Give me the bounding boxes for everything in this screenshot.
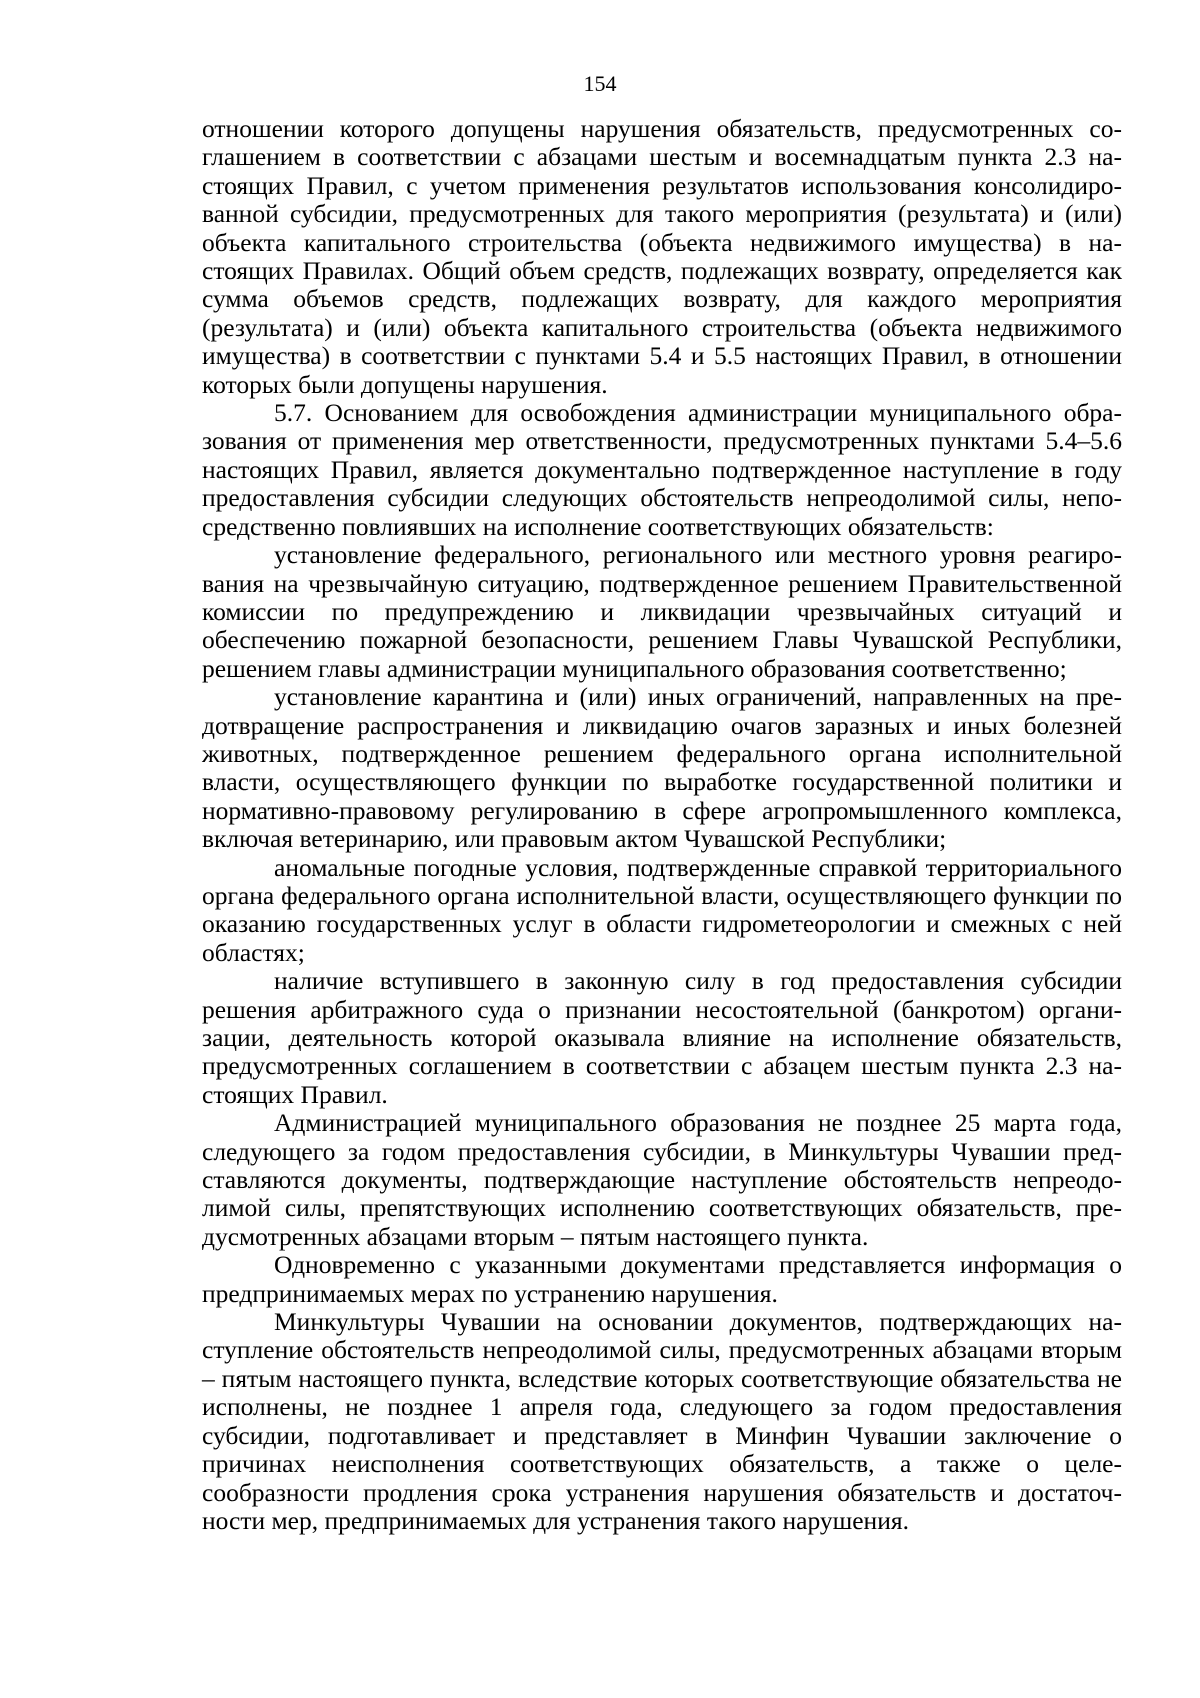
paragraph-clause-5-7: 5.7. Основанием для освобождения администрации муниципального образования от применения мер ответственности, предусмотренных пунктами 5.4–5.6 настоящих Правил, является документально подтвержденное наступление в году предоставления субсидии следующих обстоятельств непреодолимой силы, непосредственно повлиявших на исполнение соответствующих обязательств:	[202, 398, 1122, 541]
paragraph-quarantine: установление карантина и (или) иных ограничений, направленных на предотвращение распространения и ликвидацию очагов заразных и иных болезней животных, подтвержденное решением федерального органа исполнительной власти, осуществляющего функции по выработке государственной политики и нормативно-правовому регулированию в сфере агропромышленного комплекса, включая ветеринарию, или правовым актом Чувашской Республики;	[202, 682, 1122, 854]
paragraph-ministry-conclusion: Минкультуры Чувашии на основании документов, подтверждающих наступление обстоятельств непреодолимой силы, предусмотренных абзацами вторым – пятым настоящего пункта, вследствие которых соответствующие обязательства не исполнены, не позднее 1 апреля года, следующего за годом предоставления субсидии, подготавливает и представляет в Минфин Чувашии заключение о причинах неисполнения соответствующих обязательств, а также о целесообразности продления срока устранения нарушения обязательств и достаточности мер, предпринимаемых для устранения такого нарушения.	[202, 1307, 1122, 1535]
paragraph-bankruptcy: наличие вступившего в законную силу в год предоставления субсидии решения арбитражного суда о признании несостоятельной (банкротом) организации, деятельность которой оказывала влияние на исполнение обязательств, предусмотренных соглашением в соответствии с абзацем шестым пункта 2.3 настоящих Правил.	[202, 966, 1122, 1109]
document-body	[202, 115, 1122, 1535]
paragraph-emergency-response: установление федерального, регионального или местного уровня реагирования на чрезвычайную ситуацию, подтвержденное решением Правительственной комиссии по предупреждению и ликвидации чрезвычайных ситуаций и обеспечению пожарной безопасности, решением Главы Чувашской Республики, решением главы администрации муниципального образования соответственно;	[202, 540, 1122, 683]
paragraph-measures-info: Одновременно с указанными документами представляется информация о предпринимаемых мерах по устранению нарушения.	[202, 1250, 1122, 1308]
paragraph-documents-deadline: Администрацией муниципального образования не позднее 25 марта года, следующего за годом предоставления субсидии, в Минкультуры Чувашии представляются документы, подтверждающие наступление обстоятельств непреодолимой силы, препятствующих исполнению соответствующих обязательств, предусмотренных абзацами вторым – пятым настоящего пункта.	[202, 1108, 1122, 1251]
page-number: 154	[583, 71, 617, 96]
paragraph-continuation: отношении которого допущены нарушения обязательств, предусмотренных соглашением в соответствии с абзацами шестым и восемнадцатым пункта 2.3 настоящих Правил, с учетом применения результатов использования консолидированной субсидии, предусмотренных для такого мероприятия (результата) и (или) объекта капитального строительства (объекта недвижимого имущества) в настоящих Правилах. Общий объем средств, подлежащих возврату, определяется как сумма объемов средств, подлежащих возврату, для каждого мероприятия (результата) и (или) объекта капитального строительства (объекта недвижимого имущества) в соответствии с пунктами 5.4 и 5.5 настоящих Правил, в отношении которых были допущены нарушения.	[202, 114, 1122, 399]
paragraph-weather: аномальные погодные условия, подтвержденные справкой территориального органа федерального органа исполнительной власти, осуществляющего функции по оказанию государственных услуг в области гидрометеорологии и смежных с ней областях;	[202, 852, 1122, 967]
